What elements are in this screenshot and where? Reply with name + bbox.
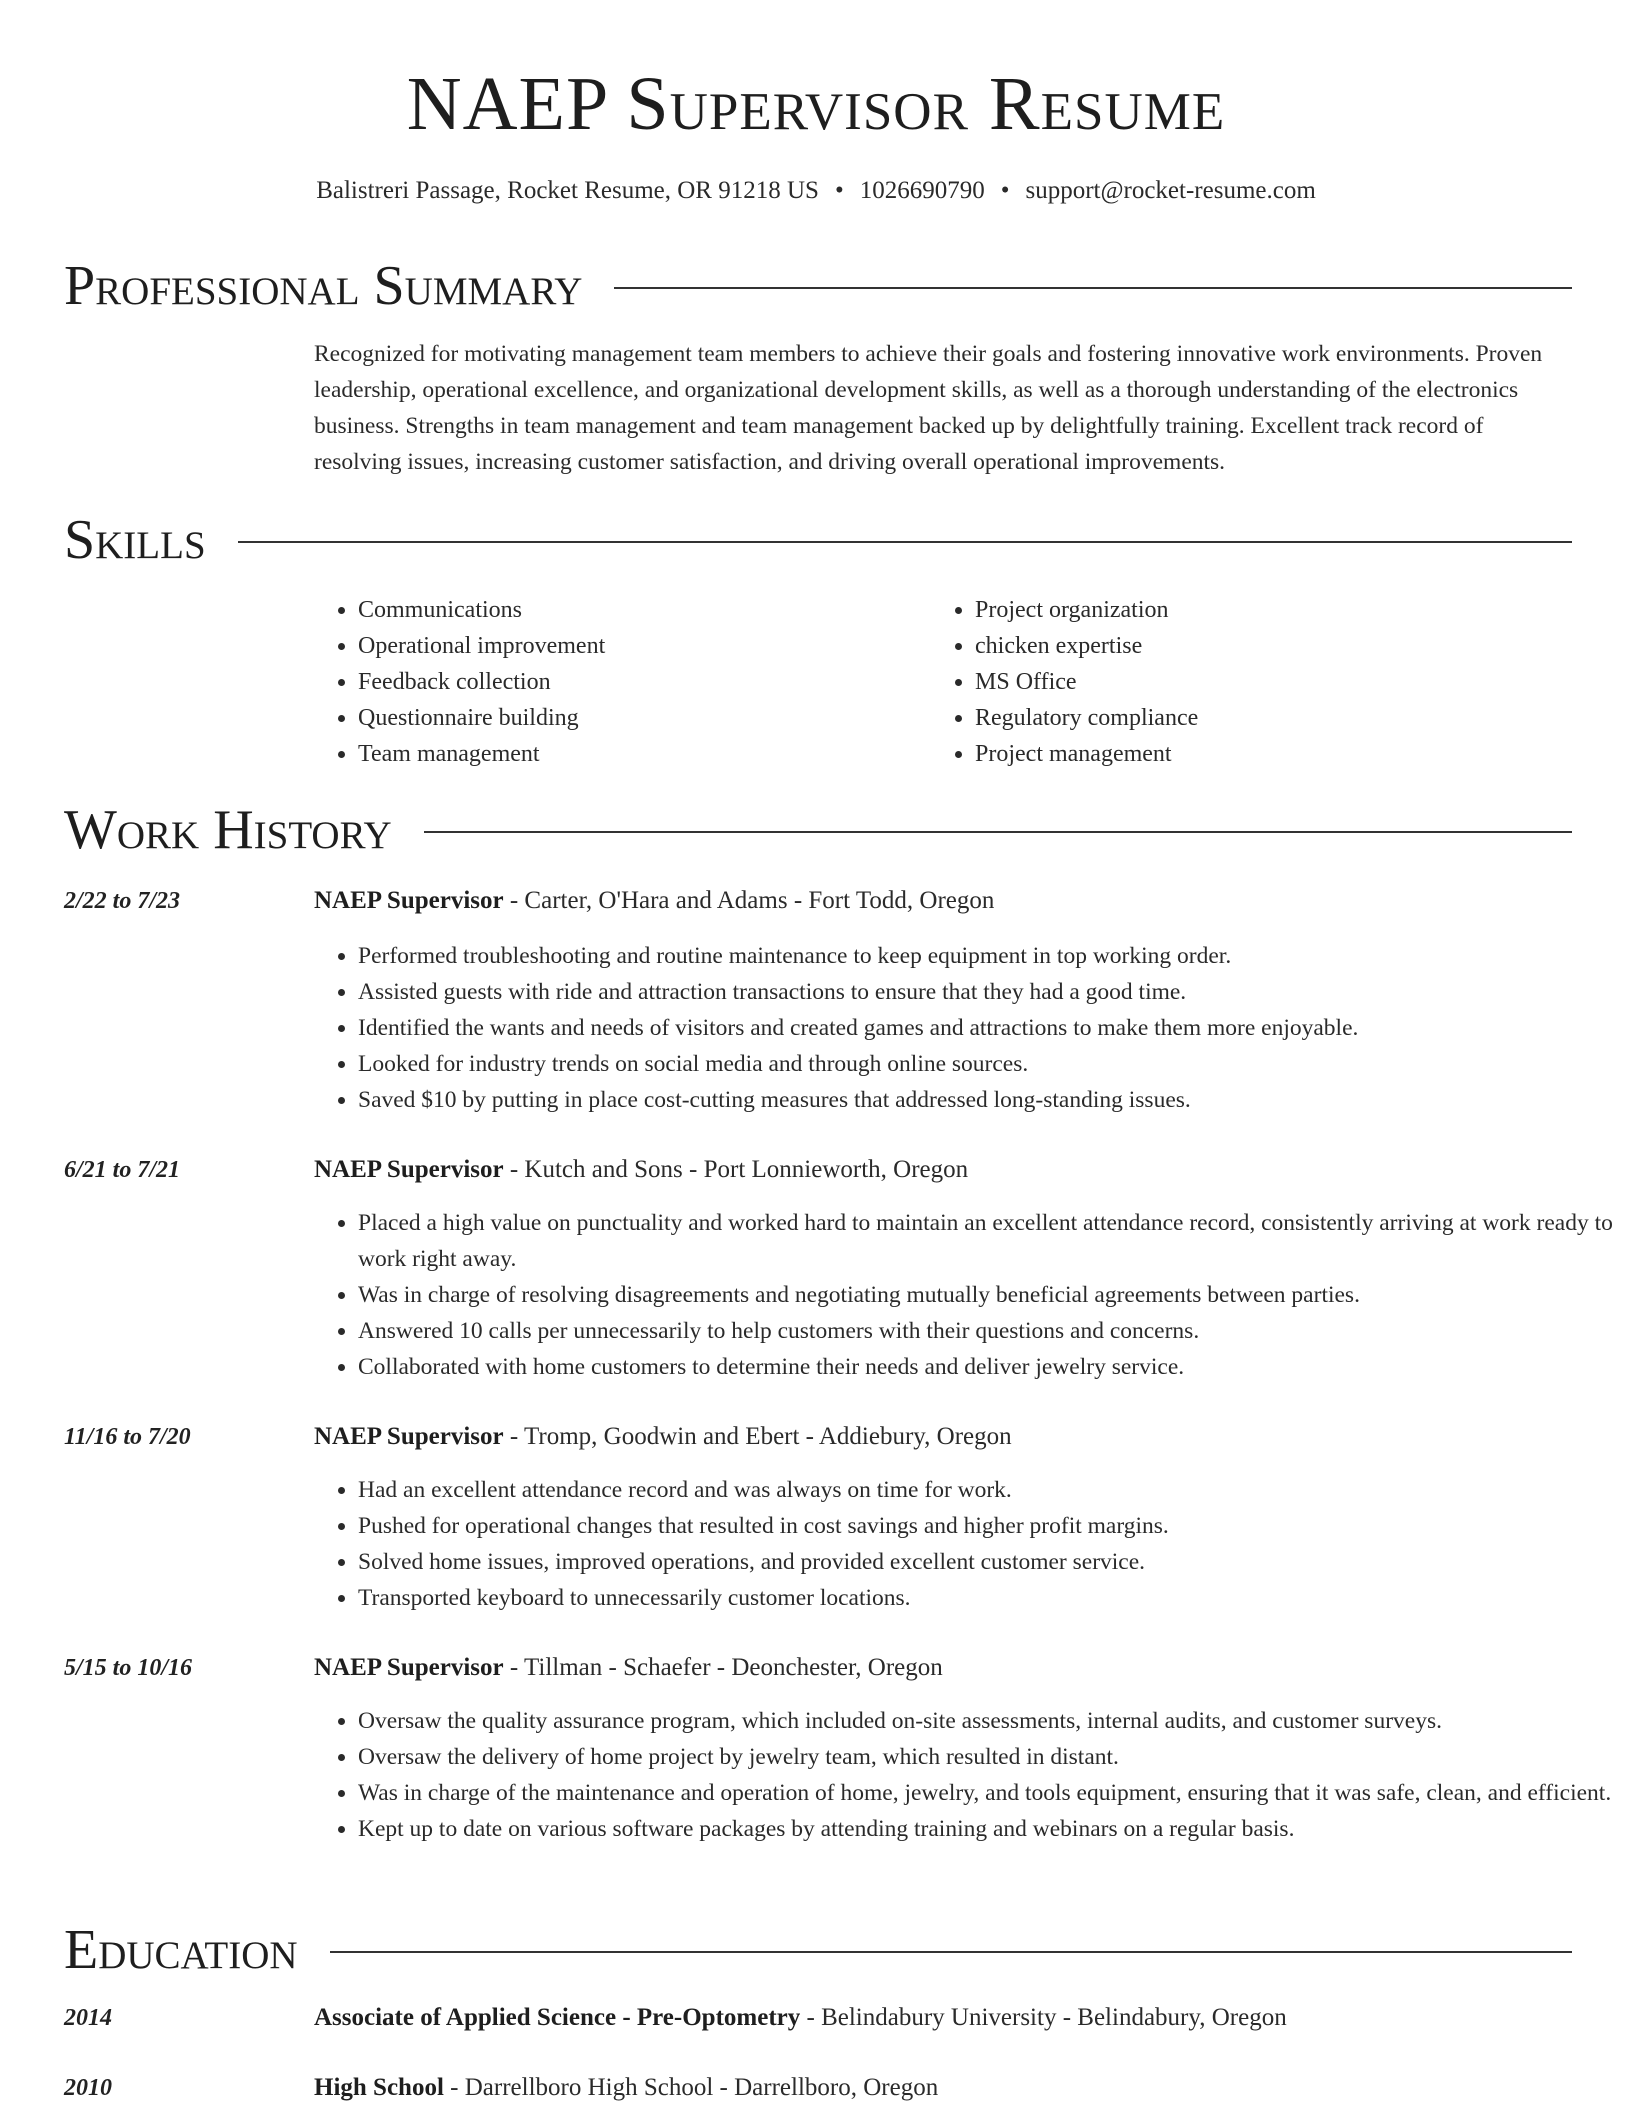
job-heading bbox=[314, 883, 994, 919]
section-divider bbox=[614, 287, 1572, 289]
duty-item: • Saved $10 by putting in place cost-cutting measures that addressed long-standing issues. bbox=[358, 1082, 1620, 1118]
skill-item: • Communications bbox=[358, 592, 918, 628]
skill-item: • Feedback collection bbox=[358, 664, 918, 700]
skill-item: • Project organization bbox=[975, 592, 1575, 628]
section-title-summary: Professional Summary bbox=[64, 255, 583, 317]
job-employer: - Tromp, Goodwin and Ebert - Addiebury, Oregon bbox=[503, 1423, 1012, 1450]
job-title: NAEP Supervisor bbox=[314, 887, 504, 914]
job-dates: 5/15 to 10/16 bbox=[64, 1655, 193, 1681]
education-year: 2014 bbox=[64, 2005, 112, 2031]
section-title-work: Work History bbox=[64, 799, 392, 861]
education-degree: High School bbox=[314, 2074, 444, 2101]
section-title-education: Education bbox=[64, 1919, 298, 1981]
job-duties bbox=[314, 1472, 1620, 1616]
education-entry bbox=[314, 2000, 1287, 2036]
skill-item: • Operational improvement bbox=[358, 628, 918, 664]
duty-item: • Identified the wants and needs of visitors and created games and attractions to make them more enjoyable. bbox=[358, 1010, 1620, 1046]
job-employer: - Carter, O'Hara and Adams - Fort Todd, Oregon bbox=[503, 887, 995, 914]
duty-item: • Performed troubleshooting and routine maintenance to keep equipment in top working order. bbox=[358, 938, 1620, 974]
duty-item: • Kept up to date on various software packages by attending training and webinars on a regular basis. bbox=[358, 1811, 1620, 1847]
job-dates: 2/22 to 7/23 bbox=[64, 888, 181, 914]
job-title: NAEP Supervisor bbox=[314, 1654, 504, 1681]
duty-item: • Was in charge of the maintenance and operation of home, jewelry, and tools equipment, ensuring that it was safe, clean, and efficient. bbox=[358, 1775, 1620, 1811]
contact-line bbox=[0, 174, 1632, 208]
job-employer: - Tillman - Schaefer - Deonchester, Oregon bbox=[503, 1654, 943, 1681]
skill-item: • MS Office bbox=[975, 664, 1575, 700]
section-title-skills: Skills bbox=[64, 509, 206, 571]
education-school: - Belindabury University - Belindabury, Oregon bbox=[800, 2004, 1287, 2031]
skill-item: • Regulatory compliance bbox=[975, 700, 1575, 736]
section-divider bbox=[238, 541, 1572, 543]
duty-item: • Answered 10 calls per unnecessarily to help customers with their questions and concerns. bbox=[358, 1313, 1620, 1349]
duty-item: • Transported keyboard to unnecessarily customer locations. bbox=[358, 1580, 1620, 1616]
duty-item: • Pushed for operational changes that resulted in cost savings and higher profit margins. bbox=[358, 1508, 1620, 1544]
job-title: NAEP Supervisor bbox=[314, 1156, 504, 1183]
job-employer: - Kutch and Sons - Port Lonnieworth, Oregon bbox=[503, 1156, 969, 1183]
section-header-education bbox=[64, 1918, 1572, 1982]
section-divider bbox=[330, 1951, 1572, 1953]
duty-item: • Oversaw the quality assurance program, which included on-site assessments, internal audits, and customer surveys. bbox=[358, 1703, 1620, 1739]
section-divider bbox=[424, 831, 1572, 833]
resume-title: NAEP Supervisor Resume bbox=[406, 62, 1226, 146]
duty-item: • Solved home issues, improved operations, and provided excellent customer service. bbox=[358, 1544, 1620, 1580]
duty-item: • Placed a high value on punctuality and worked hard to maintain an excellent attendance record, consistently arriving at work ready to work right away. bbox=[358, 1205, 1620, 1277]
section-header-skills bbox=[64, 508, 1572, 572]
skill-item: • Project management bbox=[975, 736, 1575, 772]
job-duties bbox=[314, 1205, 1620, 1385]
job-heading bbox=[314, 1152, 968, 1188]
skill-item: • Team management bbox=[358, 736, 918, 772]
address: Balistreri Passage, Rocket Resume, OR 91218 US bbox=[316, 177, 819, 204]
job-heading bbox=[314, 1419, 1012, 1455]
education-entry bbox=[314, 2070, 938, 2106]
duty-item: • Looked for industry trends on social media and through online sources. bbox=[358, 1046, 1620, 1082]
job-duties bbox=[314, 938, 1620, 1118]
section-header-work bbox=[64, 798, 1572, 862]
duty-item: • Collaborated with home customers to determine their needs and deliver jewelry service. bbox=[358, 1349, 1620, 1385]
job-dates: 6/21 to 7/21 bbox=[64, 1157, 181, 1183]
contact-separator: • bbox=[834, 177, 844, 204]
duty-item: • Assisted guests with ride and attraction transactions to ensure that they had a good time. bbox=[358, 974, 1620, 1010]
duty-item: • Oversaw the delivery of home project by jewelry team, which resulted in distant. bbox=[358, 1739, 1620, 1775]
education-school: - Darrellboro High School - Darrellboro, Oregon bbox=[443, 2074, 939, 2101]
phone: 1026690790 bbox=[859, 177, 985, 204]
job-duties bbox=[314, 1703, 1620, 1847]
summary-text: Recognized for motivating management team members to achieve their goals and fostering innovative work environments. Proven leadership, operational excellence, and organizational development skills, as well as a thorough understanding of the electronics business. Strengths in team management and team management backed up by delightfully training. Excellent track record of resolving issues, increasing customer satisfaction, and driving overall operational improvements. bbox=[314, 341, 1543, 475]
job-title: NAEP Supervisor bbox=[314, 1423, 504, 1450]
job-dates: 11/16 to 7/20 bbox=[64, 1424, 191, 1450]
duty-item: • Had an excellent attendance record and was always on time for work. bbox=[358, 1472, 1620, 1508]
education-degree: Associate of Applied Science - Pre-Optometry bbox=[314, 2004, 801, 2031]
contact-separator: • bbox=[1000, 177, 1010, 204]
skill-item: • Questionnaire building bbox=[358, 700, 918, 736]
education-year: 2010 bbox=[64, 2075, 112, 2101]
skills-list-right bbox=[931, 592, 1575, 772]
job-heading bbox=[314, 1650, 943, 1686]
skill-item: • chicken expertise bbox=[975, 628, 1575, 664]
skills-list-left bbox=[314, 592, 918, 772]
email-link[interactable]: support@rocket-resume.com bbox=[1025, 177, 1316, 204]
section-header-summary bbox=[64, 254, 1572, 318]
duty-item: • Was in charge of resolving disagreements and negotiating mutually beneficial agreements between parties. bbox=[358, 1277, 1620, 1313]
